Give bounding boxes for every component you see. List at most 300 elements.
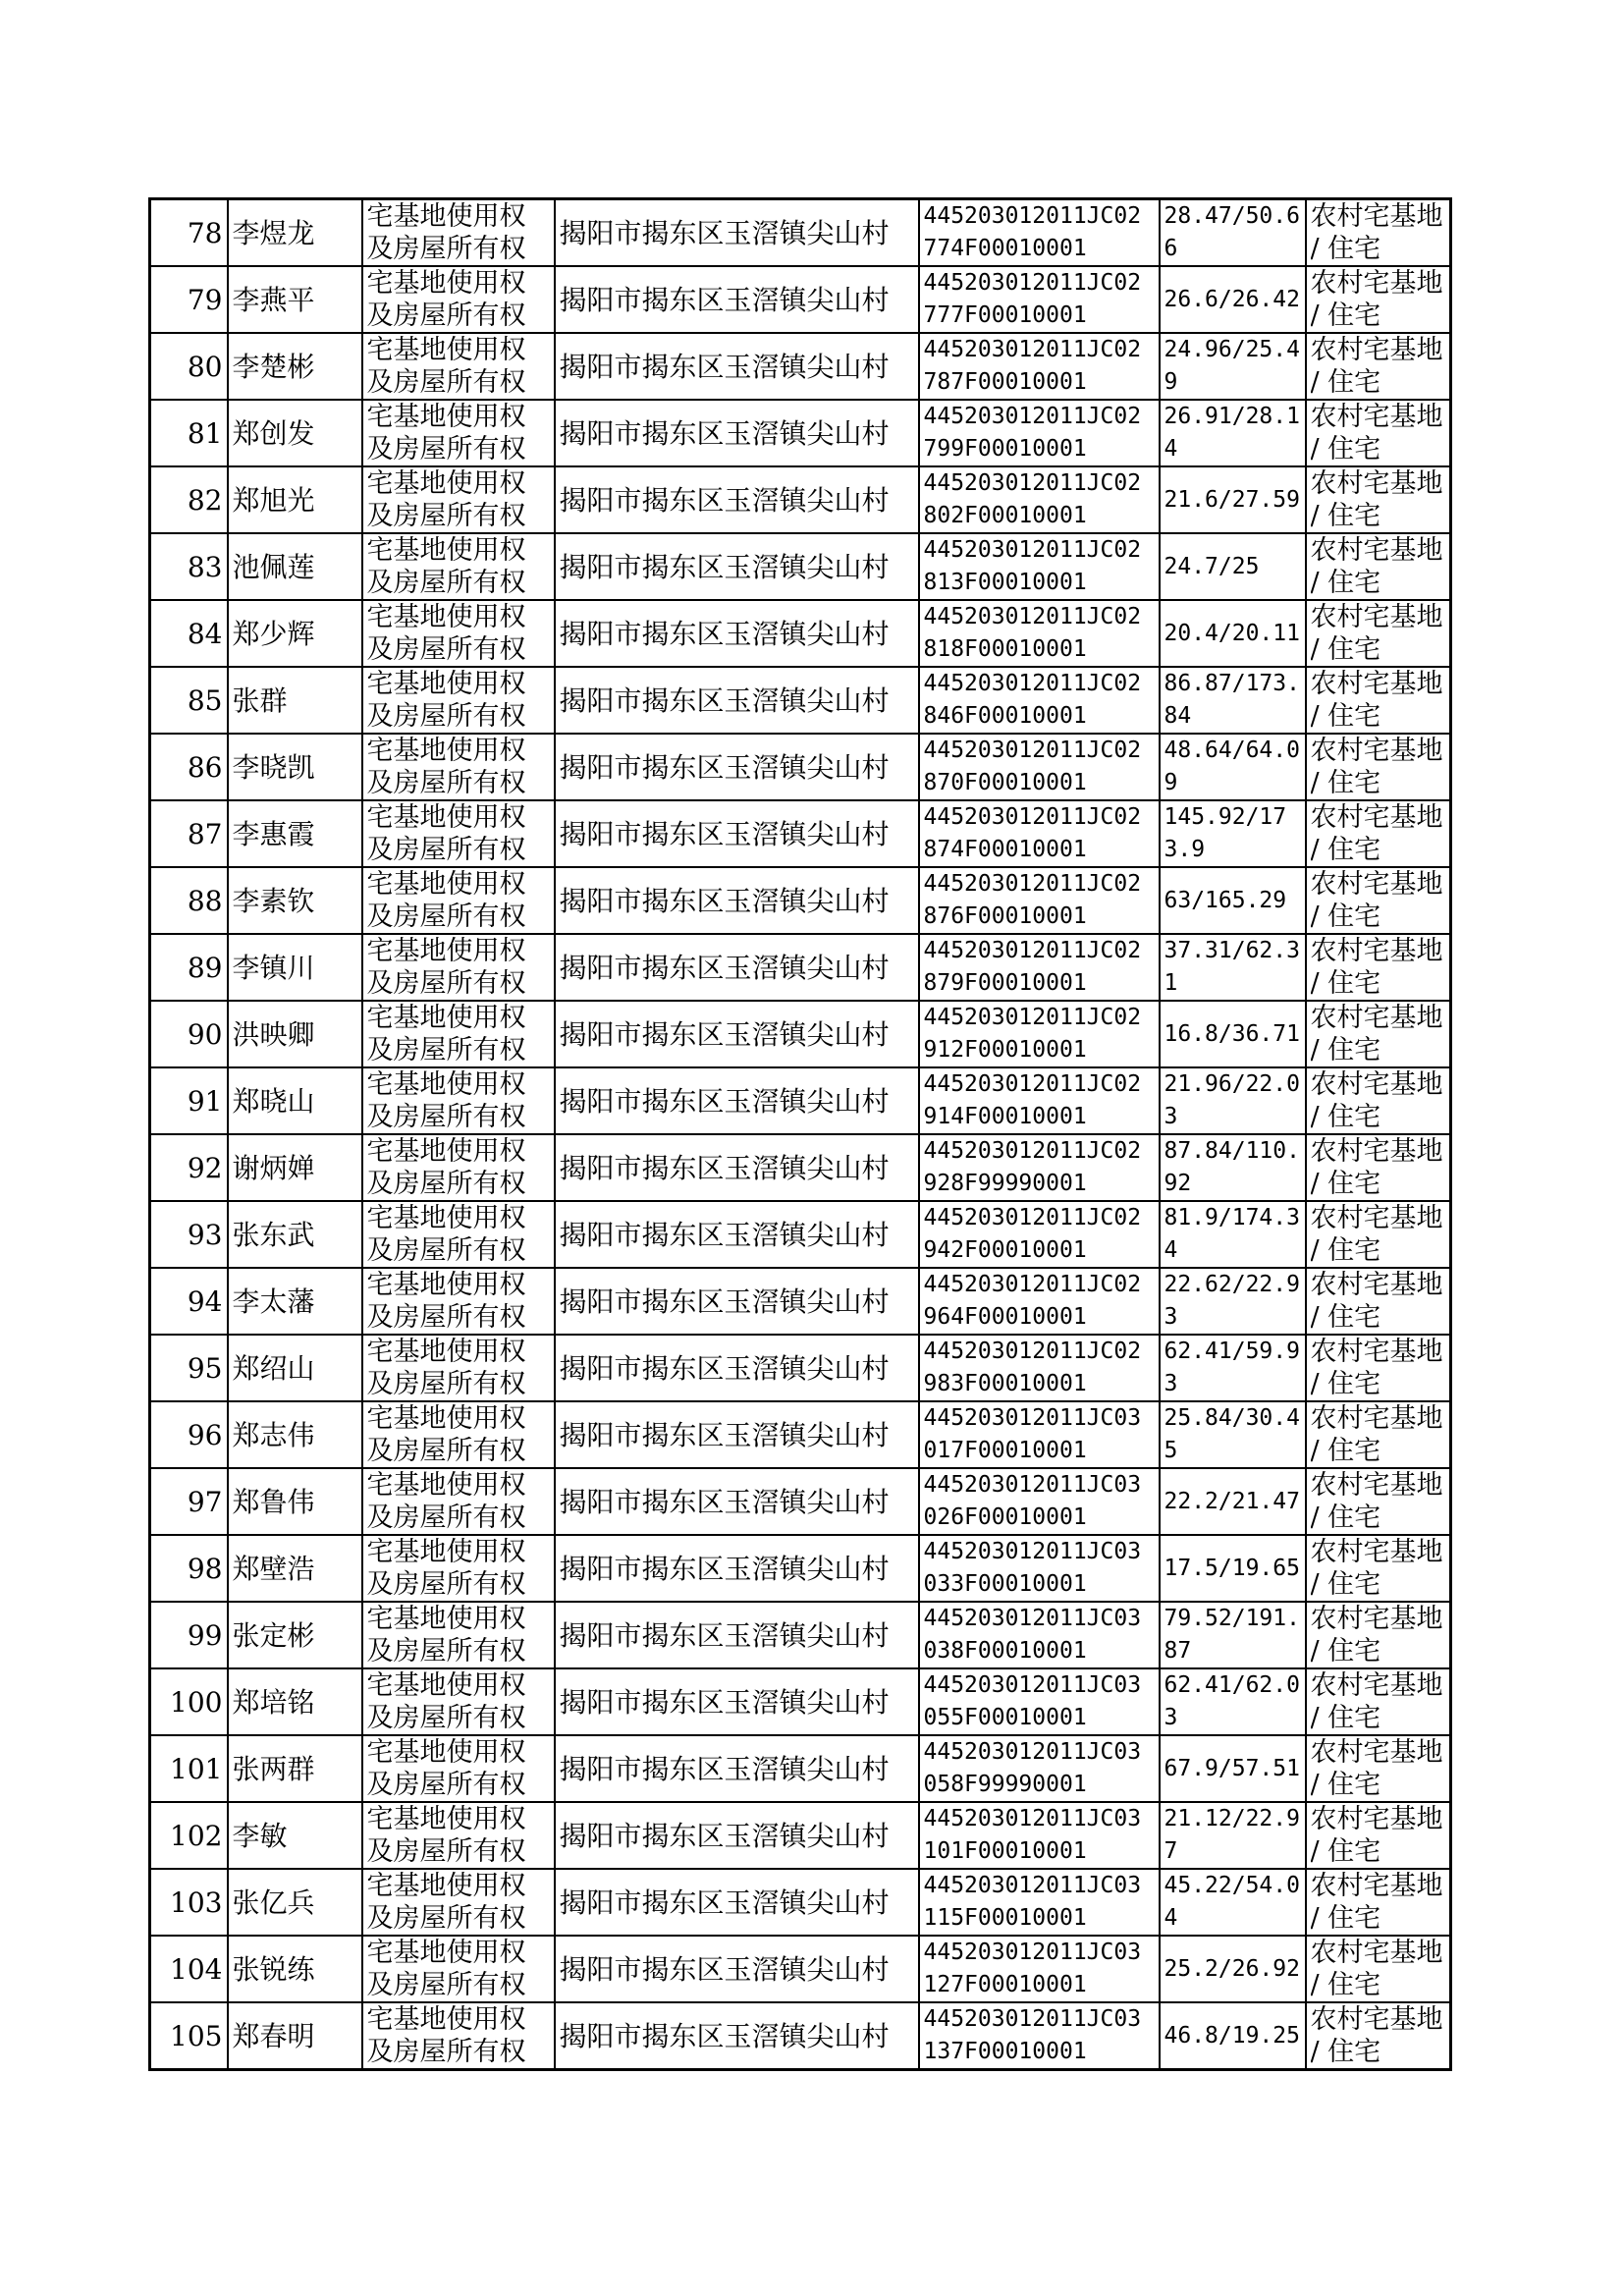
right-type-cell <box>362 533 555 600</box>
right-type-cell <box>362 934 555 1001</box>
record-number-cell <box>150 533 228 600</box>
unit-code-text: 445203012011JC02942F00010001 <box>923 1205 1142 1263</box>
area-cell <box>1160 600 1306 667</box>
owner-name-text: 李素钦 <box>232 884 315 917</box>
table-row <box>150 1468 1451 1535</box>
right-type-cell <box>362 1869 555 1936</box>
table-row <box>150 2002 1451 2070</box>
land-use-cell <box>1306 1735 1451 1802</box>
area-cell <box>1160 199 1306 267</box>
right-type-text: 宅基地使用权及房屋所有权 <box>366 201 526 264</box>
owner-name-text: 张群 <box>232 683 288 717</box>
land-use-text: 农村宅基地 / 住宅 <box>1310 869 1443 932</box>
land-use-text: 农村宅基地 / 住宅 <box>1310 1938 1443 2000</box>
unit-code-text: 445203012011JC03033F00010001 <box>923 1539 1142 1597</box>
area-cell <box>1160 800 1306 867</box>
unit-code-cell <box>919 1335 1160 1401</box>
land-use-cell <box>1306 533 1451 600</box>
record-number-cell <box>150 2002 228 2070</box>
area-text: 48.64/64.09 <box>1164 738 1300 795</box>
table-row <box>150 600 1451 667</box>
table-row <box>150 199 1451 267</box>
owner-name-cell <box>228 1001 362 1067</box>
record-number-text: 95 <box>187 1351 223 1385</box>
location-cell <box>555 1268 919 1335</box>
area-cell <box>1160 1335 1306 1401</box>
right-type-text: 宅基地使用权及房屋所有权 <box>366 1337 526 1399</box>
area-cell <box>1160 400 1306 466</box>
table-row <box>150 1001 1451 1067</box>
table-row <box>150 1335 1451 1401</box>
land-use-cell <box>1306 1401 1451 1468</box>
unit-code-text: 445203012011JC02777F00010001 <box>923 270 1142 328</box>
land-use-cell <box>1306 1869 1451 1936</box>
location-text: 揭阳市揭东区玉滘镇尖山村 <box>559 817 890 850</box>
land-use-text: 农村宅基地 / 住宅 <box>1310 335 1443 398</box>
location-cell <box>555 1401 919 1468</box>
record-number-cell <box>150 1268 228 1335</box>
land-use-cell <box>1306 1335 1451 1401</box>
area-cell <box>1160 667 1306 734</box>
area-text: 22.62/22.93 <box>1164 1272 1300 1330</box>
owner-name-cell <box>228 1401 362 1468</box>
land-use-cell <box>1306 1001 1451 1067</box>
right-type-text: 宅基地使用权及房屋所有权 <box>366 669 526 732</box>
area-text: 17.5/19.65 <box>1164 1555 1300 1581</box>
record-number-cell <box>150 1335 228 1401</box>
land-use-text: 农村宅基地 / 住宅 <box>1310 1203 1443 1266</box>
land-use-text: 农村宅基地 / 住宅 <box>1310 1337 1443 1399</box>
right-type-text: 宅基地使用权及房屋所有权 <box>366 1270 526 1333</box>
location-text: 揭阳市揭东区玉滘镇尖山村 <box>559 416 890 450</box>
unit-code-cell <box>919 1668 1160 1735</box>
right-type-cell <box>362 1535 555 1602</box>
unit-code-cell <box>919 1869 1160 1936</box>
right-type-cell <box>362 1335 555 1401</box>
land-use-text: 农村宅基地 / 住宅 <box>1310 1871 1443 1934</box>
land-use-text: 农村宅基地 / 住宅 <box>1310 468 1443 531</box>
land-use-cell <box>1306 400 1451 466</box>
record-number-text: 86 <box>187 750 223 784</box>
unit-code-cell <box>919 1735 1160 1802</box>
location-cell <box>555 199 919 267</box>
location-text: 揭阳市揭东区玉滘镇尖山村 <box>559 1552 890 1585</box>
land-use-cell <box>1306 934 1451 1001</box>
owner-name-text: 池佩莲 <box>232 550 315 583</box>
table-row <box>150 1869 1451 1936</box>
right-type-text: 宅基地使用权及房屋所有权 <box>366 736 526 798</box>
land-use-text: 农村宅基地 / 住宅 <box>1310 736 1443 798</box>
unit-code-cell <box>919 667 1160 734</box>
owner-name-text: 谢炳婵 <box>232 1151 315 1184</box>
owner-name-text: 郑壁浩 <box>232 1552 315 1585</box>
right-type-text: 宅基地使用权及房屋所有权 <box>366 1203 526 1266</box>
record-number-cell <box>150 1468 228 1535</box>
owner-name-cell <box>228 667 362 734</box>
area-cell <box>1160 1735 1306 1802</box>
right-type-text: 宅基地使用权及房屋所有权 <box>366 268 526 331</box>
right-type-text: 宅基地使用权及房屋所有权 <box>366 2004 526 2067</box>
table-row <box>150 800 1451 867</box>
owner-name-cell <box>228 1869 362 1936</box>
location-text: 揭阳市揭东区玉滘镇尖山村 <box>559 1084 890 1118</box>
land-use-cell <box>1306 734 1451 800</box>
right-type-text: 宅基地使用权及房屋所有权 <box>366 1470 526 1533</box>
right-type-text: 宅基地使用权及房屋所有权 <box>366 535 526 598</box>
owner-name-cell <box>228 333 362 400</box>
right-type-cell <box>362 466 555 533</box>
unit-code-cell <box>919 1401 1160 1468</box>
record-number-cell <box>150 266 228 333</box>
area-cell <box>1160 1134 1306 1201</box>
unit-code-cell <box>919 734 1160 800</box>
owner-name-text: 李镇川 <box>232 951 315 984</box>
area-cell <box>1160 1067 1306 1134</box>
unit-code-text: 445203012011JC03017F00010001 <box>923 1405 1142 1463</box>
area-cell <box>1160 1468 1306 1535</box>
right-type-cell <box>362 667 555 734</box>
unit-code-cell <box>919 1201 1160 1268</box>
unit-code-text: 445203012011JC02813F00010001 <box>923 537 1142 595</box>
owner-name-text: 郑创发 <box>232 416 315 450</box>
location-text: 揭阳市揭东区玉滘镇尖山村 <box>559 1218 890 1251</box>
owner-name-cell <box>228 800 362 867</box>
area-text: 79.52/191.87 <box>1164 1606 1300 1664</box>
owner-name-cell <box>228 600 362 667</box>
location-cell <box>555 1668 919 1735</box>
location-text: 揭阳市揭东区玉滘镇尖山村 <box>559 683 890 717</box>
right-type-cell <box>362 867 555 934</box>
area-text: 22.2/21.47 <box>1164 1488 1300 1514</box>
record-number-text: 101 <box>170 1752 223 1785</box>
owner-name-text: 李燕平 <box>232 283 315 316</box>
owner-name-text: 张两群 <box>232 1752 315 1785</box>
table-row <box>150 1936 1451 2002</box>
area-cell <box>1160 1001 1306 1067</box>
unit-code-text: 445203012011JC02846F00010001 <box>923 671 1142 729</box>
land-use-cell <box>1306 867 1451 934</box>
location-cell <box>555 1735 919 1802</box>
table-row <box>150 400 1451 466</box>
table-row <box>150 1602 1451 1668</box>
unit-code-cell <box>919 1134 1160 1201</box>
record-number-cell <box>150 1134 228 1201</box>
right-type-cell <box>362 333 555 400</box>
table-row <box>150 266 1451 333</box>
land-use-text: 农村宅基地 / 住宅 <box>1310 936 1443 999</box>
location-cell <box>555 266 919 333</box>
location-text: 揭阳市揭东区玉滘镇尖山村 <box>559 750 890 784</box>
record-number-cell <box>150 1001 228 1067</box>
record-number-text: 87 <box>187 817 223 850</box>
location-cell <box>555 1535 919 1602</box>
owner-name-text: 郑培铭 <box>232 1685 315 1719</box>
record-number-cell <box>150 1668 228 1735</box>
record-number-text: 103 <box>170 1885 223 1919</box>
owner-name-cell <box>228 1335 362 1401</box>
record-number-text: 88 <box>187 884 223 917</box>
right-type-text: 宅基地使用权及房屋所有权 <box>366 1003 526 1066</box>
owner-name-cell <box>228 533 362 600</box>
right-type-text: 宅基地使用权及房屋所有权 <box>366 1938 526 2000</box>
location-text: 揭阳市揭东区玉滘镇尖山村 <box>559 1351 890 1385</box>
location-cell <box>555 1335 919 1401</box>
area-text: 21.6/27.59 <box>1164 486 1300 513</box>
owner-name-cell <box>228 266 362 333</box>
unit-code-cell <box>919 1268 1160 1335</box>
right-type-cell <box>362 1268 555 1335</box>
record-number-cell <box>150 1401 228 1468</box>
owner-name-text: 郑春明 <box>232 2019 315 2052</box>
record-number-text: 91 <box>187 1084 223 1118</box>
land-use-text: 农村宅基地 / 住宅 <box>1310 802 1443 865</box>
unit-code-cell <box>919 934 1160 1001</box>
land-use-text: 农村宅基地 / 住宅 <box>1310 669 1443 732</box>
record-number-cell <box>150 199 228 267</box>
location-cell <box>555 1869 919 1936</box>
owner-name-cell <box>228 1067 362 1134</box>
area-cell <box>1160 1268 1306 1335</box>
unit-code-text: 445203012011JC02983F00010001 <box>923 1339 1142 1396</box>
unit-code-text: 445203012011JC02774F00010001 <box>923 203 1142 261</box>
record-number-text: 84 <box>187 617 223 650</box>
right-type-text: 宅基地使用权及房屋所有权 <box>366 1804 526 1867</box>
unit-code-cell <box>919 867 1160 934</box>
table-row <box>150 466 1451 533</box>
area-cell <box>1160 2002 1306 2070</box>
owner-name-text: 郑少辉 <box>232 617 315 650</box>
owner-name-cell <box>228 934 362 1001</box>
owner-name-text: 张亿兵 <box>232 1885 315 1919</box>
location-text: 揭阳市揭东区玉滘镇尖山村 <box>559 350 890 383</box>
area-text: 63/165.29 <box>1164 887 1287 913</box>
land-use-cell <box>1306 1602 1451 1668</box>
area-cell <box>1160 1201 1306 1268</box>
location-cell <box>555 466 919 533</box>
record-number-text: 85 <box>187 683 223 717</box>
right-type-text: 宅基地使用权及房屋所有权 <box>366 402 526 464</box>
right-type-cell <box>362 1001 555 1067</box>
right-type-text: 宅基地使用权及房屋所有权 <box>366 1537 526 1600</box>
record-number-cell <box>150 1067 228 1134</box>
record-number-text: 92 <box>187 1151 223 1184</box>
table-row <box>150 1268 1451 1335</box>
unit-code-text: 445203012011JC02787F00010001 <box>923 337 1142 395</box>
unit-code-text: 445203012011JC03026F00010001 <box>923 1472 1142 1530</box>
record-number-cell <box>150 667 228 734</box>
area-text: 25.2/26.92 <box>1164 1955 1300 1982</box>
location-cell <box>555 1001 919 1067</box>
right-type-cell <box>362 1401 555 1468</box>
unit-code-text: 445203012011JC03137F00010001 <box>923 2006 1142 2064</box>
land-use-cell <box>1306 1134 1451 1201</box>
land-use-text: 农村宅基地 / 住宅 <box>1310 402 1443 464</box>
location-text: 揭阳市揭东区玉滘镇尖山村 <box>559 1284 890 1318</box>
land-use-text: 农村宅基地 / 住宅 <box>1310 268 1443 331</box>
table-row <box>150 1134 1451 1201</box>
unit-code-cell <box>919 1001 1160 1067</box>
table-row <box>150 1401 1451 1468</box>
land-use-text: 农村宅基地 / 住宅 <box>1310 1270 1443 1333</box>
unit-code-text: 445203012011JC02964F00010001 <box>923 1272 1142 1330</box>
unit-code-text: 445203012011JC02818F00010001 <box>923 604 1142 662</box>
area-cell <box>1160 1668 1306 1735</box>
record-number-cell <box>150 1201 228 1268</box>
location-text: 揭阳市揭东区玉滘镇尖山村 <box>559 283 890 316</box>
area-text: 37.31/62.31 <box>1164 938 1300 996</box>
owner-name-text: 张锐练 <box>232 1952 315 1986</box>
right-type-text: 宅基地使用权及房屋所有权 <box>366 335 526 398</box>
land-use-text: 农村宅基地 / 住宅 <box>1310 1069 1443 1132</box>
right-type-text: 宅基地使用权及房屋所有权 <box>366 1737 526 1800</box>
land-use-text: 农村宅基地 / 住宅 <box>1310 1804 1443 1867</box>
location-cell <box>555 1936 919 2002</box>
unit-code-text: 445203012011JC02870F00010001 <box>923 738 1142 795</box>
unit-code-cell <box>919 1535 1160 1602</box>
unit-code-text: 445203012011JC02914F00010001 <box>923 1071 1142 1129</box>
location-cell <box>555 1201 919 1268</box>
right-type-cell <box>362 1067 555 1134</box>
unit-code-text: 445203012011JC03055F00010001 <box>923 1672 1142 1730</box>
area-cell <box>1160 466 1306 533</box>
record-number-text: 90 <box>187 1017 223 1051</box>
record-number-text: 80 <box>187 350 223 383</box>
location-text: 揭阳市揭东区玉滘镇尖山村 <box>559 483 890 517</box>
table-row <box>150 867 1451 934</box>
right-type-text: 宅基地使用权及房屋所有权 <box>366 1604 526 1667</box>
location-cell <box>555 1602 919 1668</box>
record-number-text: 100 <box>170 1685 223 1719</box>
right-type-text: 宅基地使用权及房屋所有权 <box>366 1403 526 1466</box>
owner-name-text: 张定彬 <box>232 1618 315 1652</box>
area-cell <box>1160 333 1306 400</box>
owner-name-text: 郑旭光 <box>232 483 315 517</box>
land-use-text: 农村宅基地 / 住宅 <box>1310 535 1443 598</box>
area-cell <box>1160 266 1306 333</box>
area-text: 87.84/110.92 <box>1164 1138 1300 1196</box>
location-text: 揭阳市揭东区玉滘镇尖山村 <box>559 1685 890 1719</box>
record-number-text: 104 <box>170 1952 223 1986</box>
location-cell <box>555 533 919 600</box>
right-type-cell <box>362 2002 555 2070</box>
record-number-cell <box>150 600 228 667</box>
owner-name-cell <box>228 1268 362 1335</box>
right-type-text: 宅基地使用权及房屋所有权 <box>366 1670 526 1733</box>
land-use-text: 农村宅基地 / 住宅 <box>1310 201 1443 264</box>
right-type-cell <box>362 199 555 267</box>
land-use-cell <box>1306 1535 1451 1602</box>
unit-code-cell <box>919 1067 1160 1134</box>
unit-code-text: 445203012011JC03115F00010001 <box>923 1873 1142 1931</box>
unit-code-cell <box>919 600 1160 667</box>
owner-name-text: 李楚彬 <box>232 350 315 383</box>
area-text: 46.8/19.25 <box>1164 2022 1300 2049</box>
table-row <box>150 533 1451 600</box>
record-number-cell <box>150 1535 228 1602</box>
owner-name-text: 郑晓山 <box>232 1084 315 1118</box>
unit-code-cell <box>919 333 1160 400</box>
unit-code-cell <box>919 400 1160 466</box>
unit-code-cell <box>919 800 1160 867</box>
record-number-cell <box>150 934 228 1001</box>
land-use-cell <box>1306 1201 1451 1268</box>
location-text: 揭阳市揭东区玉滘镇尖山村 <box>559 1017 890 1051</box>
area-text: 20.4/20.11 <box>1164 620 1300 646</box>
location-cell <box>555 1802 919 1869</box>
right-type-cell <box>362 1134 555 1201</box>
unit-code-cell <box>919 199 1160 267</box>
table-row <box>150 1535 1451 1602</box>
owner-name-text: 郑志伟 <box>232 1418 315 1451</box>
owner-name-cell <box>228 1134 362 1201</box>
unit-code-text: 445203012011JC02912F00010001 <box>923 1005 1142 1063</box>
area-text: 62.41/62.03 <box>1164 1672 1300 1730</box>
owner-name-cell <box>228 734 362 800</box>
unit-code-text: 445203012011JC02802F00010001 <box>923 470 1142 528</box>
record-number-text: 99 <box>187 1618 223 1652</box>
owner-name-text: 李太藩 <box>232 1284 315 1318</box>
unit-code-cell <box>919 266 1160 333</box>
unit-code-text: 445203012011JC02799F00010001 <box>923 404 1142 462</box>
record-number-text: 79 <box>187 283 223 316</box>
right-type-cell <box>362 266 555 333</box>
unit-code-cell <box>919 1936 1160 2002</box>
land-use-cell <box>1306 1668 1451 1735</box>
table-row <box>150 734 1451 800</box>
land-use-text: 农村宅基地 / 住宅 <box>1310 1136 1443 1199</box>
land-use-cell <box>1306 466 1451 533</box>
owner-name-text: 郑鲁伟 <box>232 1485 315 1518</box>
owner-name-text: 李晓凯 <box>232 750 315 784</box>
location-text: 揭阳市揭东区玉滘镇尖山村 <box>559 1418 890 1451</box>
record-number-cell <box>150 1869 228 1936</box>
area-text: 67.9/57.51 <box>1164 1755 1300 1781</box>
record-number-text: 82 <box>187 483 223 517</box>
right-type-text: 宅基地使用权及房屋所有权 <box>366 802 526 865</box>
land-use-text: 农村宅基地 / 住宅 <box>1310 602 1443 665</box>
location-cell <box>555 667 919 734</box>
record-number-text: 97 <box>187 1485 223 1518</box>
record-number-cell <box>150 1936 228 2002</box>
location-text: 揭阳市揭东区玉滘镇尖山村 <box>559 550 890 583</box>
record-number-cell <box>150 333 228 400</box>
right-type-text: 宅基地使用权及房屋所有权 <box>366 869 526 932</box>
location-text: 揭阳市揭东区玉滘镇尖山村 <box>559 1819 890 1852</box>
owner-name-text: 李煜龙 <box>232 216 315 249</box>
record-number-cell <box>150 400 228 466</box>
area-text: 81.9/174.34 <box>1164 1205 1300 1263</box>
registry-table-body <box>150 199 1451 2070</box>
owner-name-text: 李惠霞 <box>232 817 315 850</box>
record-number-text: 93 <box>187 1218 223 1251</box>
record-number-text: 81 <box>187 416 223 450</box>
unit-code-text: 445203012011JC02879F00010001 <box>923 938 1142 996</box>
land-use-text: 农村宅基地 / 住宅 <box>1310 1537 1443 1600</box>
land-use-cell <box>1306 333 1451 400</box>
unit-code-text: 445203012011JC03058F99990001 <box>923 1739 1142 1797</box>
location-cell <box>555 333 919 400</box>
area-cell <box>1160 533 1306 600</box>
area-text: 24.7/25 <box>1164 553 1260 579</box>
land-use-cell <box>1306 266 1451 333</box>
location-cell <box>555 867 919 934</box>
owner-name-cell <box>228 1936 362 2002</box>
land-use-cell <box>1306 800 1451 867</box>
land-use-text: 农村宅基地 / 住宅 <box>1310 1670 1443 1733</box>
unit-code-text: 445203012011JC03101F00010001 <box>923 1806 1142 1864</box>
record-number-text: 83 <box>187 550 223 583</box>
right-type-text: 宅基地使用权及房屋所有权 <box>366 936 526 999</box>
